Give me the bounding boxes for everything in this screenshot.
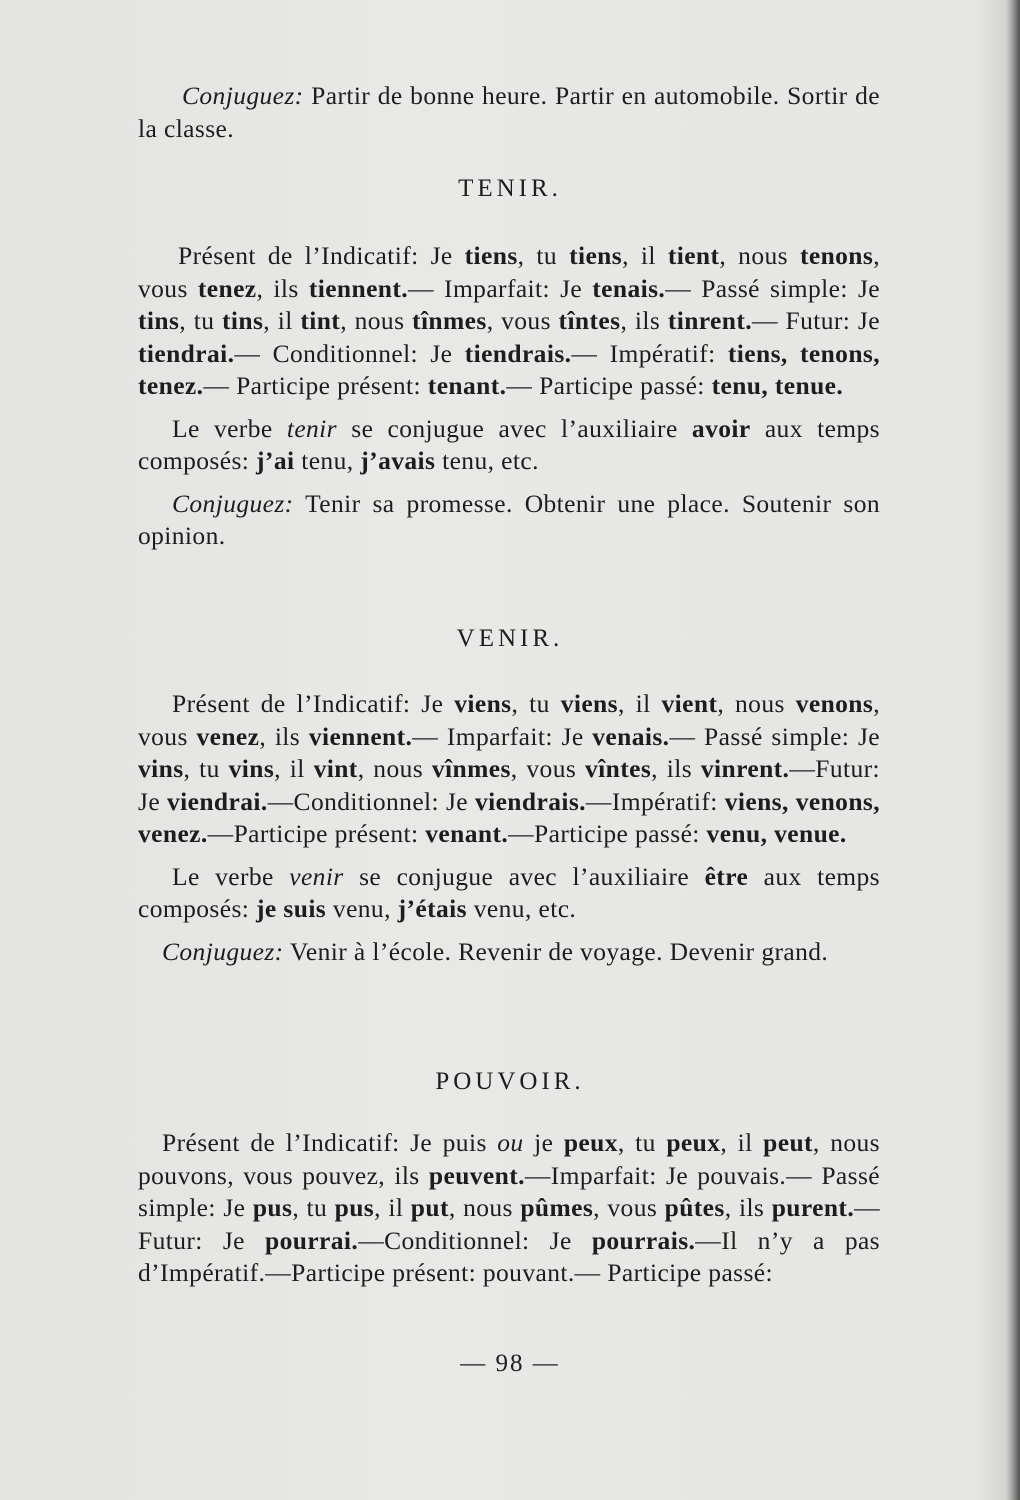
exercise-paragraph: Conjuguez: Venir à l’école. Revenir de voyage. Devenir grand. [162, 936, 829, 966]
exercise-label: Conjuguez: [172, 488, 294, 518]
pouvoir-section [138, 1127, 880, 1290]
auxiliary-paragraph: Le verbe venir se conjugue avec l’auxiliaire être aux temps composés: je suis venu, j’étais venu, etc. [138, 861, 881, 923]
heading-venir: VENIR. [456, 625, 564, 652]
page-number: — 98 — [460, 1350, 560, 1377]
exercise-paragraph: Conjuguez: Partir de bonne heure. Partir en automobile. Sortir de la classe. [138, 81, 880, 143]
exercise-label: Conjuguez: [182, 81, 304, 110]
venir-section [138, 688, 880, 968]
heading-pouvoir: POUVOIR. [435, 1068, 585, 1095]
conjugation-paragraph: Présent de l’Indicatif: Je tiens, tu tiens, il tient, nous tenons, vous tenez, ils tiennent.— Imparfait: Je tenais.— Passé simple: Je tins, tu tins, il tint, nous tînmes, vous tîntes, ils tinrent.— Futur: Je tiendrai.— Conditionnel: Je tiendrais.— Impératif: tiens, tenons, tenez.— Participe présent: tenant.— Participe passé: tenu, tenue. [138, 241, 881, 400]
exercise-paragraph: Conjuguez: Tenir sa promesse. Obtenir une place. Soutenir son opinion. [138, 488, 880, 550]
auxiliary-paragraph: Le verbe tenir se conjugue avec l’auxiliaire avoir aux temps composés: j’ai tenu, j’avais tenu, etc. [138, 413, 881, 475]
exercise-label: Conjuguez: [162, 936, 284, 966]
book-spine-shadow [1006, 0, 1020, 1500]
sortir-exercise [138, 80, 880, 145]
conjugation-paragraph: Présent de l’Indicatif: Je puis ou je peux, tu peux, il peut, nous pouvons, vous pouvez, ils peuvent.—Imparfait: Je pouvais.— Passé simple: Je pus, tu pus, il put, nous pûmes, vous pûtes, ils purent.— Futur: Je pourrai.—Conditionnel: Je pourrais.—Il n’y a pas d’Impératif.—Participe présent: pouvant.— Participe passé: [138, 1128, 881, 1287]
heading-tenir: TENIR. [458, 175, 562, 202]
tenir-section [138, 240, 880, 553]
conjugation-paragraph: Présent de l’Indicatif: Je viens, tu viens, il vient, nous venons, vous venez, ils viennent.— Imparfait: Je venais.— Passé simple: Je vins, tu vins, il vint, nous vînmes, vous vîntes, ils vinrent.—Futur: Je viendrai.—Conditionnel: Je viendrais.—Impératif: viens, venons, venez.—Participe présent: venant.—Participe passé: venu, venue. [138, 689, 881, 848]
